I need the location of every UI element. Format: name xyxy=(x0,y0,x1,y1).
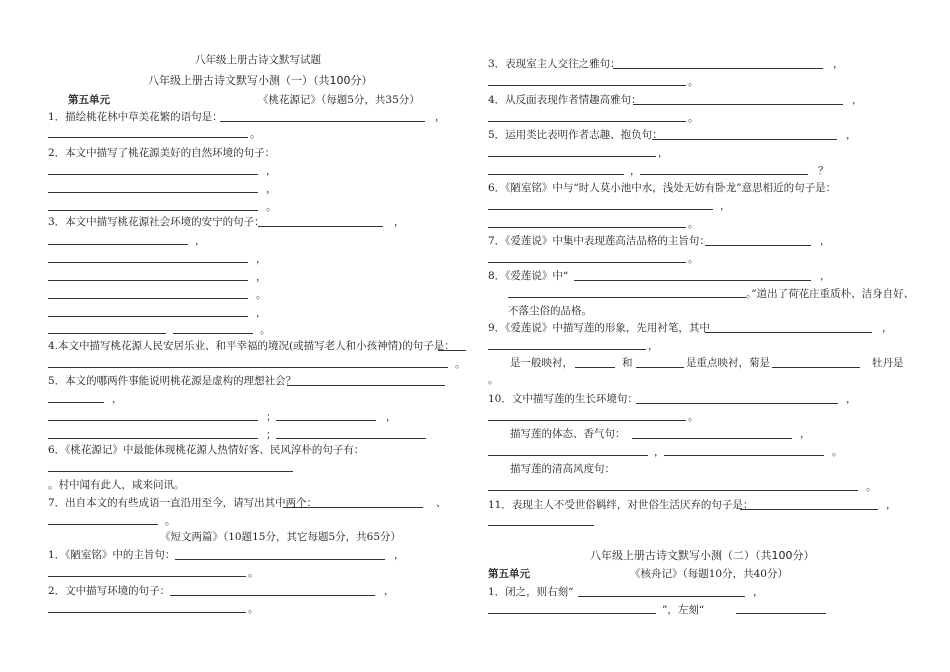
answer-blank[interactable] xyxy=(48,333,166,334)
question-1: 1．描绘桃花林中草美花繁的语句是： xyxy=(48,111,223,123)
answer-blank[interactable] xyxy=(664,455,824,456)
question-1-cont: ”，左刻“ xyxy=(662,604,705,616)
question-9-and: 和 xyxy=(622,357,633,369)
question-2: 2．本文中描写了桃花源美好的自然环境的句子： xyxy=(48,147,276,159)
s2-question-10: 10．文中描写莲的生长环境句： xyxy=(488,393,638,405)
answer-blank[interactable] xyxy=(258,226,383,227)
punct: ， xyxy=(394,216,405,228)
punct: ， xyxy=(435,111,446,123)
answer-blank[interactable] xyxy=(633,104,843,105)
quiz2-unit: 第五单元 xyxy=(488,568,530,580)
punct: ， xyxy=(394,549,405,561)
punct: ， xyxy=(846,393,857,405)
question-8-cont2: 不落尘俗的品格。 xyxy=(508,305,592,317)
answer-blank[interactable] xyxy=(48,471,293,472)
answer-blank[interactable] xyxy=(640,174,808,175)
answer-blank[interactable] xyxy=(276,420,376,421)
answer-blank[interactable] xyxy=(705,332,872,333)
answer-blank[interactable] xyxy=(574,280,811,281)
punct: 。 xyxy=(688,76,699,88)
answer-blank[interactable] xyxy=(438,350,466,351)
punct: 、 xyxy=(436,497,447,509)
q2-question-1: 1．闭之，则右刻“ xyxy=(488,586,574,598)
answer-blank[interactable] xyxy=(488,121,686,122)
punct: 。 xyxy=(248,603,259,615)
punct: ， xyxy=(256,307,267,319)
punct: 。 xyxy=(256,289,267,301)
answer-blank[interactable] xyxy=(488,209,713,210)
punct: 。 xyxy=(266,201,277,213)
answer-blank[interactable] xyxy=(276,438,426,439)
punct: 。 xyxy=(832,446,843,458)
punct: ， xyxy=(195,235,206,247)
question-4: 4.本文中描写桃花源人民安居乐业、和平幸福的境况(或描写老人和小孩神情)的句子是： xyxy=(48,340,455,352)
punct: ； xyxy=(266,411,277,423)
punct: 。 xyxy=(250,128,261,140)
punct: ， xyxy=(384,585,395,597)
answer-blank[interactable] xyxy=(48,137,248,138)
answer-blank[interactable] xyxy=(488,455,648,456)
punct: ， xyxy=(800,428,811,440)
punct: ， xyxy=(820,270,831,282)
punct: ， xyxy=(266,165,277,177)
answer-blank[interactable] xyxy=(652,139,837,140)
section-hezhouji: 《核舟记》（每题10分，共40分） xyxy=(630,568,788,580)
punct: ， xyxy=(648,340,659,352)
answer-blank[interactable] xyxy=(48,612,246,613)
punct: ， xyxy=(833,58,844,70)
s2-question-8: 8．《爱莲说》中“ xyxy=(488,270,569,282)
answer-blank[interactable] xyxy=(636,367,684,368)
answer-blank[interactable] xyxy=(48,316,248,317)
punct: ， xyxy=(820,235,831,247)
punct: 。 xyxy=(866,481,877,493)
punct: ， xyxy=(654,446,665,458)
answer-blank[interactable] xyxy=(48,524,158,525)
answer-blank[interactable] xyxy=(48,262,248,263)
question-10-text: 描写莲的体态、香气句： xyxy=(510,428,626,440)
quiz2-title: 八年级上册古诗文默写小测（二）（共100分） xyxy=(590,549,815,562)
punct: 。 xyxy=(688,253,699,265)
answer-blank[interactable] xyxy=(488,490,858,491)
punct: 。 xyxy=(688,411,699,423)
answer-blank[interactable] xyxy=(578,596,745,597)
punct: ， xyxy=(753,586,764,598)
quiz1-title: 八年级上册古诗文默写小测（一）（共100分） xyxy=(148,74,373,87)
answer-blank[interactable] xyxy=(48,298,248,299)
question-9-text: 是一般映衬， xyxy=(510,357,573,369)
answer-blank[interactable] xyxy=(488,613,656,614)
answer-blank[interactable] xyxy=(48,402,104,403)
answer-blank[interactable] xyxy=(48,244,188,245)
punct: 。 xyxy=(165,515,176,527)
answer-blank[interactable] xyxy=(48,210,258,211)
s2-question-2: 2．文中描写环境的句子： xyxy=(48,585,171,597)
page-title: 八年级上册古诗文默写试题 xyxy=(195,54,321,66)
answer-blank[interactable] xyxy=(488,525,594,526)
punct: ？ xyxy=(818,165,829,177)
answer-blank[interactable] xyxy=(632,438,792,439)
s2-question-5: 5．运用类比表明作者志趣、抱负句： xyxy=(488,129,663,141)
answer-blank[interactable] xyxy=(48,576,246,577)
punct: 。 xyxy=(688,112,699,124)
punct: 。 xyxy=(248,567,259,579)
s2-question-11: 11．表现主人不受世俗羁绊，对世俗生活厌弃的句子是： xyxy=(488,499,754,511)
quiz1-unit: 第五单元 xyxy=(68,94,110,106)
question-6-cont: 。村中闻有此人，咸来问讯。 xyxy=(48,479,185,491)
answer-blank[interactable] xyxy=(613,68,823,69)
question-6: 6．《桃花源记》中最能体现桃花源人热情好客、民风淳朴的句子有： xyxy=(48,444,365,456)
s2-question-4: 4．从反面表现作者情趣高雅句： xyxy=(488,94,642,106)
answer-blank[interactable] xyxy=(48,280,248,281)
punct: 。 xyxy=(488,374,499,386)
punct: ， xyxy=(852,94,863,106)
answer-blank[interactable] xyxy=(488,227,686,228)
answer-blank[interactable] xyxy=(48,174,258,175)
answer-blank[interactable] xyxy=(705,245,811,246)
punct: ， xyxy=(846,129,857,141)
answer-blank[interactable] xyxy=(488,420,686,421)
answer-blank[interactable] xyxy=(636,403,838,404)
punct: ， xyxy=(882,322,893,334)
answer-blank[interactable] xyxy=(740,509,878,510)
punct: ； xyxy=(266,429,277,441)
s2-question-1: 1．《陋室铭》中的主旨句： xyxy=(48,549,176,561)
answer-blank[interactable] xyxy=(220,121,425,122)
answer-blank[interactable] xyxy=(736,613,826,614)
punct: 。 xyxy=(260,324,271,336)
answer-blank[interactable] xyxy=(173,333,253,334)
punct: ， xyxy=(886,499,897,511)
question-5: 5．本文的哪两件事能说明桃花源是虚构的理想社会？ xyxy=(48,375,297,387)
punct: ， xyxy=(386,411,397,423)
question-9-text2: 是重点映衬，菊是 xyxy=(686,357,770,369)
answer-blank[interactable] xyxy=(575,367,615,368)
answer-blank[interactable] xyxy=(48,192,258,193)
answer-blank[interactable] xyxy=(48,438,258,439)
section-taohuayuan: 《桃花源记》（每题5分，共35分） xyxy=(258,94,420,106)
punct: ， xyxy=(256,271,267,283)
answer-blank[interactable] xyxy=(287,385,445,386)
punct: ， xyxy=(720,200,731,212)
s2-question-3: 3．表现室主人交往之雅句： xyxy=(488,58,621,70)
question-3: 3．本文中描写桃花源社会环境的安宁的句子： xyxy=(48,216,265,228)
section-duanwen: 《短文两篇》（10题15分，其它每题5分，共65分） xyxy=(160,531,402,543)
s2-question-6: 6．《陋室铭》中与“时人莫小池中水，浅处无妨有卧龙”意思相近的句子是： xyxy=(488,182,837,194)
answer-blank[interactable] xyxy=(488,349,646,350)
answer-blank[interactable] xyxy=(488,85,686,86)
punct: ， xyxy=(266,183,277,195)
answer-blank[interactable] xyxy=(175,559,385,560)
answer-blank[interactable] xyxy=(48,420,258,421)
answer-blank[interactable] xyxy=(772,367,860,368)
question-9-text3: 牡丹是 xyxy=(872,357,904,369)
punct: ， xyxy=(112,393,123,405)
question-10-text2: 描写莲的清高风度句： xyxy=(510,463,615,475)
punct: ， xyxy=(256,253,267,265)
question-8-cont: 。”道出了荷花庄重质朴、洁身自好、 xyxy=(746,288,915,300)
answer-blank[interactable] xyxy=(170,595,375,596)
punct: ， xyxy=(658,147,669,159)
answer-blank[interactable] xyxy=(48,367,448,368)
question-7: 7．出自本文的有些成语一直沿用至今，请写出其中两个： xyxy=(48,497,318,509)
punct: ， xyxy=(630,165,641,177)
s2-question-9: 9．《爱莲说》中描写莲的形象，先用衬笔，其中 xyxy=(488,322,710,334)
answer-blank[interactable] xyxy=(283,507,423,508)
punct: 。 xyxy=(455,358,466,370)
answer-blank[interactable] xyxy=(488,174,624,175)
answer-blank[interactable] xyxy=(508,297,746,298)
answer-blank[interactable] xyxy=(488,262,686,263)
punct: 。 xyxy=(688,218,699,230)
answer-blank[interactable] xyxy=(488,156,656,157)
s2-question-7: 7．《爱莲说》中集中表现莲高洁品格的主旨句： xyxy=(488,235,710,247)
